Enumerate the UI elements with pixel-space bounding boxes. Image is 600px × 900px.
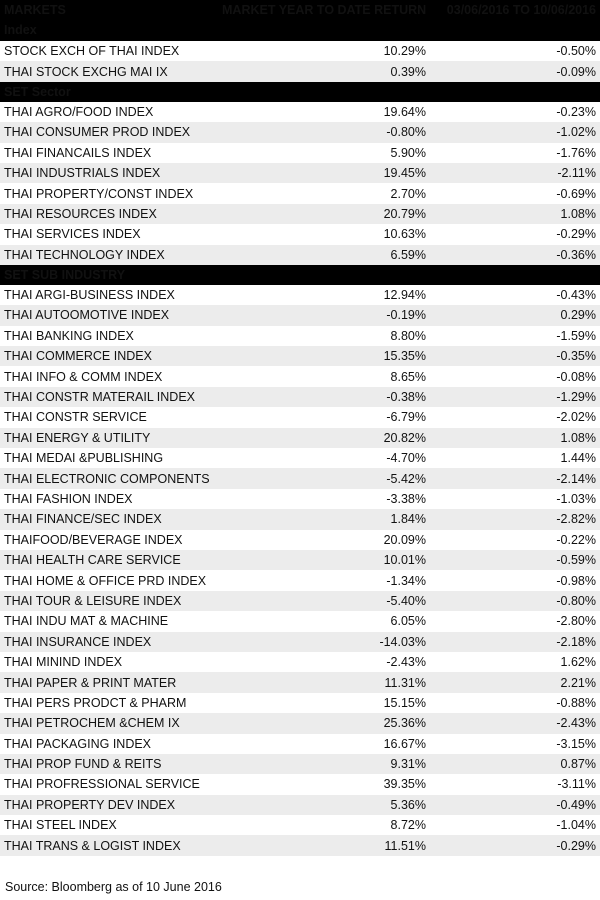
period-return: -0.23% (430, 102, 600, 122)
table-row (0, 795, 600, 815)
period-return: -1.29% (430, 387, 600, 407)
index-name: THAI PROP FUND & REITS (0, 754, 218, 774)
period-return: -0.59% (430, 550, 600, 570)
index-name: THAI STEEL INDEX (0, 815, 218, 835)
ytd-return: 8.72% (218, 815, 430, 835)
period-return: -2.82% (430, 509, 600, 529)
period-return: -2.80% (430, 611, 600, 631)
index-name: THAI TRANS & LOGIST INDEX (0, 835, 218, 855)
ytd-return: 15.15% (218, 693, 430, 713)
index-name: THAI PROPERTY/CONST INDEX (0, 183, 218, 203)
period-return: -0.69% (430, 183, 600, 203)
table-row (0, 204, 600, 224)
ytd-return: 19.45% (218, 163, 430, 183)
table-row (0, 326, 600, 346)
table-row (0, 570, 600, 590)
ytd-return: 25.36% (218, 713, 430, 733)
ytd-return: -14.03% (218, 632, 430, 652)
index-name: THAI PROFRESSIONAL SERVICE (0, 774, 218, 794)
period-return: -0.35% (430, 346, 600, 366)
period-return: -0.98% (430, 570, 600, 590)
period-return: -0.43% (430, 285, 600, 305)
ytd-return: 9.31% (218, 754, 430, 774)
ytd-return: 8.80% (218, 326, 430, 346)
table-row (0, 774, 600, 794)
table-row (0, 285, 600, 305)
index-name: THAI AGRO/FOOD INDEX (0, 102, 218, 122)
period-return: -1.04% (430, 815, 600, 835)
table-row (0, 366, 600, 386)
index-name: THAI TECHNOLOGY INDEX (0, 245, 218, 265)
table-row (0, 611, 600, 631)
table-row (0, 163, 600, 183)
ytd-return: 20.79% (218, 204, 430, 224)
period-return: -1.59% (430, 326, 600, 346)
section-header-row (0, 82, 600, 102)
table-row (0, 835, 600, 855)
period-return: -0.88% (430, 693, 600, 713)
ytd-return: -5.42% (218, 468, 430, 488)
period-return: -2.02% (430, 407, 600, 427)
ytd-return: -4.70% (218, 448, 430, 468)
index-name: THAI INSURANCE INDEX (0, 632, 218, 652)
index-name: THAI TOUR & LEISURE INDEX (0, 591, 218, 611)
ytd-return: 6.05% (218, 611, 430, 631)
ytd-return: 5.90% (218, 143, 430, 163)
table-row (0, 693, 600, 713)
table-row (0, 245, 600, 265)
period-return: -0.36% (430, 245, 600, 265)
ytd-return: 11.31% (218, 672, 430, 692)
index-name: THAI CONSTR SERVICE (0, 407, 218, 427)
index-name: THAI ARGI-BUSINESS INDEX (0, 285, 218, 305)
table-row (0, 41, 600, 61)
period-return: 0.87% (430, 754, 600, 774)
index-name: THAI PAPER & PRINT MATER (0, 672, 218, 692)
ytd-return: 39.35% (218, 774, 430, 794)
period-return: -1.76% (430, 143, 600, 163)
table-row (0, 122, 600, 142)
table-row (0, 468, 600, 488)
index-name: THAI PETROCHEM &CHEM IX (0, 713, 218, 733)
ytd-return: 2.70% (218, 183, 430, 203)
ytd-return: 8.65% (218, 366, 430, 386)
table-row (0, 143, 600, 163)
table-row (0, 652, 600, 672)
table-row (0, 224, 600, 244)
section-title: SET Sector (0, 82, 600, 102)
ytd-return: -0.80% (218, 122, 430, 142)
header-period: 03/06/2016 TO 10/06/2016 (430, 0, 600, 20)
index-name: THAI ENERGY & UTILITY (0, 428, 218, 448)
table-header-row (0, 0, 600, 20)
index-name: THAI FASHION INDEX (0, 489, 218, 509)
ytd-return: 11.51% (218, 835, 430, 855)
period-return: -3.15% (430, 734, 600, 754)
index-name: THAIFOOD/BEVERAGE INDEX (0, 530, 218, 550)
ytd-return: 6.59% (218, 245, 430, 265)
ytd-return: 10.01% (218, 550, 430, 570)
table-row (0, 387, 600, 407)
index-name: THAI INDUSTRIALS INDEX (0, 163, 218, 183)
header-markets: MARKETS (0, 0, 218, 20)
table-row (0, 672, 600, 692)
period-return: -0.29% (430, 224, 600, 244)
index-name: THAI FINANCE/SEC INDEX (0, 509, 218, 529)
ytd-return: -2.43% (218, 652, 430, 672)
ytd-return: -5.40% (218, 591, 430, 611)
table-row (0, 509, 600, 529)
ytd-return: 12.94% (218, 285, 430, 305)
ytd-return: -0.38% (218, 387, 430, 407)
period-return: -2.11% (430, 163, 600, 183)
table-row (0, 183, 600, 203)
index-name: THAI PACKAGING INDEX (0, 734, 218, 754)
index-name: THAI CONSTR MATERAIL INDEX (0, 387, 218, 407)
table-row (0, 305, 600, 325)
ytd-return: -1.34% (218, 570, 430, 590)
table-row (0, 713, 600, 733)
period-return: -3.11% (430, 774, 600, 794)
index-name: THAI PROPERTY DEV INDEX (0, 795, 218, 815)
ytd-return: -3.38% (218, 489, 430, 509)
period-return: 2.21% (430, 672, 600, 692)
table-row (0, 407, 600, 427)
index-name: THAI FINANCAILS INDEX (0, 143, 218, 163)
table-row (0, 61, 600, 81)
period-return: 0.29% (430, 305, 600, 325)
index-name: THAI BANKING INDEX (0, 326, 218, 346)
index-name: THAI AUTOOMOTIVE INDEX (0, 305, 218, 325)
table-subheader-row (0, 20, 600, 41)
table-row (0, 530, 600, 550)
index-name: THAI ELECTRONIC COMPONENTS (0, 468, 218, 488)
ytd-return: 16.67% (218, 734, 430, 754)
ytd-return: -6.79% (218, 407, 430, 427)
period-return: 1.62% (430, 652, 600, 672)
table-row (0, 102, 600, 122)
index-name: THAI STOCK EXCHG MAI IX (0, 61, 218, 81)
period-return: -2.18% (430, 632, 600, 652)
period-return: -1.03% (430, 489, 600, 509)
table-row (0, 448, 600, 468)
period-return: -0.08% (430, 366, 600, 386)
table-row (0, 489, 600, 509)
table-row (0, 632, 600, 652)
period-return: -0.50% (430, 41, 600, 61)
ytd-return: 0.39% (218, 61, 430, 81)
table-row (0, 734, 600, 754)
index-name: THAI COMMERCE INDEX (0, 346, 218, 366)
index-name: THAI RESOURCES INDEX (0, 204, 218, 224)
source-note: Source: Bloomberg as of 10 June 2016 (5, 880, 222, 894)
index-name: STOCK EXCH OF THAI INDEX (0, 41, 218, 61)
period-return: -1.02% (430, 122, 600, 142)
period-return: -0.29% (430, 835, 600, 855)
table-row (0, 550, 600, 570)
ytd-return: 10.63% (218, 224, 430, 244)
period-return: 1.44% (430, 448, 600, 468)
ytd-return: 1.84% (218, 509, 430, 529)
index-name: THAI HOME & OFFICE PRD INDEX (0, 570, 218, 590)
period-return: -0.49% (430, 795, 600, 815)
table-row (0, 428, 600, 448)
ytd-return: -0.19% (218, 305, 430, 325)
ytd-return: 15.35% (218, 346, 430, 366)
index-name: THAI MEDAI &PUBLISHING (0, 448, 218, 468)
table-row (0, 815, 600, 835)
period-return: -0.09% (430, 61, 600, 81)
table-row (0, 591, 600, 611)
ytd-return: 20.82% (218, 428, 430, 448)
period-return: -2.14% (430, 468, 600, 488)
index-name: THAI SERVICES INDEX (0, 224, 218, 244)
ytd-return: 19.64% (218, 102, 430, 122)
table-row (0, 346, 600, 366)
period-return: 1.08% (430, 428, 600, 448)
period-return: 1.08% (430, 204, 600, 224)
header-ytd-return: MARKET YEAR TO DATE RETURN (218, 0, 430, 20)
period-return: -2.43% (430, 713, 600, 733)
index-name: THAI INFO & COMM INDEX (0, 366, 218, 386)
index-name: THAI INDU MAT & MACHINE (0, 611, 218, 631)
ytd-return: 5.36% (218, 795, 430, 815)
period-return: -0.80% (430, 591, 600, 611)
period-return: -0.22% (430, 530, 600, 550)
ytd-return: 20.09% (218, 530, 430, 550)
index-name: THAI HEALTH CARE SERVICE (0, 550, 218, 570)
index-name: THAI CONSUMER PROD INDEX (0, 122, 218, 142)
header-index-label: Index (0, 20, 600, 41)
index-name: THAI PERS PRODCT & PHARM (0, 693, 218, 713)
section-title: SET SUB INDUSTRY (0, 265, 600, 285)
index-name: THAI MININD INDEX (0, 652, 218, 672)
table-row (0, 754, 600, 774)
ytd-return: 10.29% (218, 41, 430, 61)
section-header-row (0, 265, 600, 285)
